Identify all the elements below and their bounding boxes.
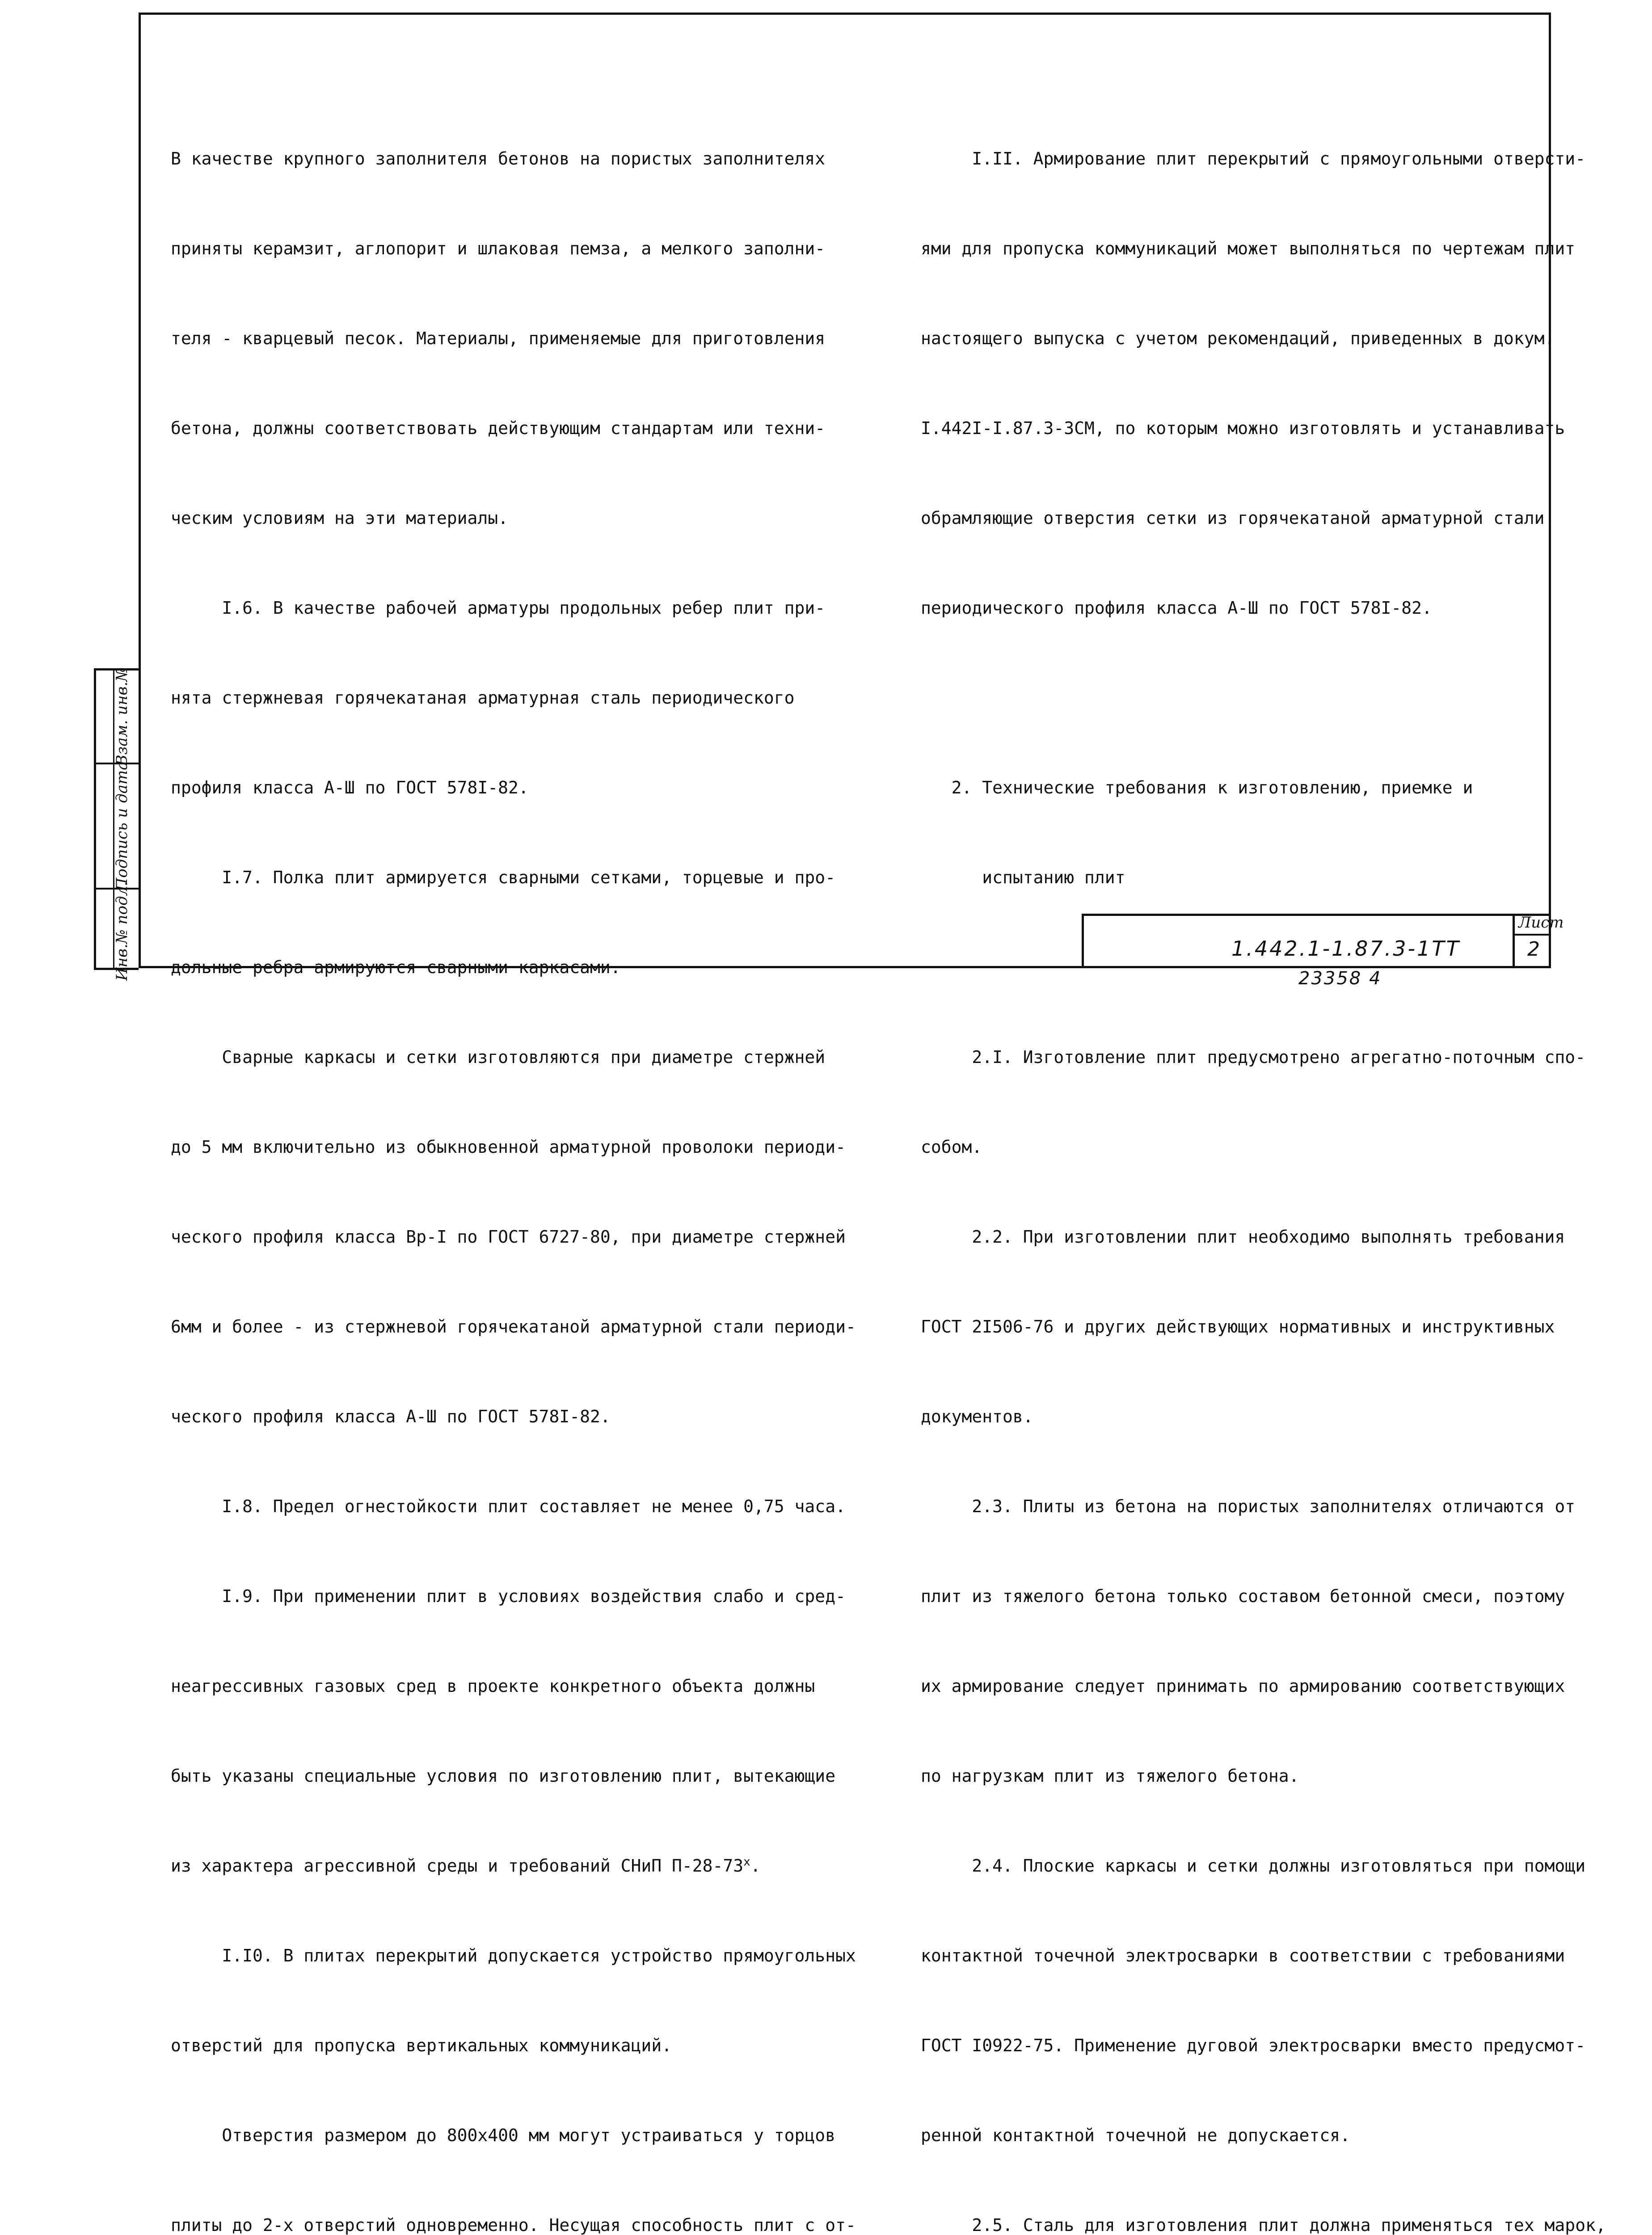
text-line: I.6. В качестве рабочей арматуры продольных ребер плит при- — [171, 598, 826, 618]
text-line: ГОСТ I0922-75. Применение дуговой электросварки вместо предусмот- — [921, 2036, 1586, 2055]
text-line: I.I0. В плитах перекрытий допускается устройство прямоугольных — [171, 1946, 856, 1965]
text-line: Отверстия размером до 800х400 мм могут устраиваться у торцов — [171, 2125, 836, 2145]
text-line: приняты керамзит, аглопорит и шлаковая пемза, а мелкого заполни- — [171, 239, 826, 258]
section-heading: 2. Технические требования к изготовлению, приемке и — [921, 778, 1473, 797]
text-line: документов. — [921, 1407, 1033, 1426]
text-line: 2.4. Плоские каркасы и сетки должны изготовляться при помощи — [921, 1856, 1586, 1876]
text-line: собом. — [921, 1137, 982, 1157]
text-line: В качестве крупного заполнителя бетонов на пористых заполнителях — [171, 149, 826, 169]
text-line: быть указаны специальные условия по изготовлению плит, вытекающие — [171, 1766, 836, 1786]
text-line: 2.I. Изготовление плит предусмотрено агрегатно-поточным спо- — [921, 1047, 1586, 1067]
sheet-rule — [1515, 934, 1551, 936]
strip-label-sign: Подпись и дата — [113, 761, 131, 891]
strip-cell-orig — [96, 881, 139, 981]
text-line: периодического профиля класса А-Ш по ГОСТ 578I-82. — [921, 598, 1432, 618]
text-line: 2.5. Сталь для изготовления плит должна применяться тех марок, — [921, 2215, 1606, 2235]
text-line: обрамляющие отверстия сетки из горячекатаной арматурной стали — [921, 508, 1545, 528]
text-line-snip — [171, 1851, 805, 1881]
snip-superscript: х — [743, 1855, 750, 1869]
text-line: ческого профиля класса А-Ш по ГОСТ 578I-82. — [171, 1407, 611, 1426]
strip-label-inv: Взам. инв.№ — [113, 667, 131, 766]
text-line: ями для пропуска коммуникаций может выполняться по чертежам плит — [921, 239, 1576, 258]
text-line: профиля класса А-Ш по ГОСТ 578I-82. — [171, 778, 529, 797]
snip-text: из характера агрессивной среды и требований СНиП П-28-73 — [171, 1856, 744, 1876]
text-line: I.II. Армирование плит перекрытий с прямоугольными отверсти- — [921, 149, 1586, 169]
text-line: теля - кварцевый песок. Материалы, применяемые для приготовления — [171, 329, 826, 348]
text-line: их армирование следует принимать по армированию соответствующих — [921, 1676, 1565, 1696]
side-stamp-strip — [94, 667, 139, 981]
text-line: отверстий для пропуска вертикальных коммуникаций. — [171, 2036, 672, 2055]
sheet-number: 2 — [1527, 938, 1540, 961]
text-line: Сварные каркасы и сетки изготовляются при диаметре стержней — [171, 1047, 826, 1067]
text-line: до 5 мм включительно из обыкновенной арматурной проволоки периоди- — [171, 1137, 846, 1157]
text-line: I.8. Предел огнестойкости плит составляет не менее 0,75 часа. — [171, 1497, 846, 1516]
text-line: плиты до 2-х отверстий одновременно. Несущая способность плит с от- — [171, 2215, 856, 2235]
strip-label-orig: Инв.№ подл. — [113, 881, 131, 981]
text-line: дольные ребра армируются сварными каркасами. — [171, 957, 621, 977]
text-line: контактной точечной электросварки в соответствии с требованиями — [921, 1946, 1565, 1965]
left-text-column — [171, 84, 856, 2235]
text-line: плит из тяжелого бетона только составом бетонной смеси, поэтому — [921, 1586, 1565, 1606]
text-line: ренной контактной точечной не допускается. — [921, 2125, 1350, 2145]
text-line: неагрессивных газовых сред в проекте конкретного объекта должны — [171, 1676, 815, 1696]
strip-cell-inv — [96, 667, 139, 766]
archive-stamp: 23358 4 — [1298, 968, 1382, 989]
snip-suffix: . — [750, 1856, 761, 1876]
strip-cell-sign — [96, 761, 139, 891]
text-line: ческим условиям на эти материалы. — [171, 508, 508, 528]
text-line: ГОСТ 2I506-76 и других действующих нормативных и инструктивных — [921, 1317, 1555, 1337]
sheet-box — [1513, 914, 1564, 968]
blank-line — [921, 683, 1529, 713]
text-line: ческого профиля класса Вр-I по ГОСТ 6727-80, при диаметре стержней — [171, 1227, 846, 1247]
section-heading-cont: испытанию плит — [921, 868, 1125, 887]
text-line: I.7. Полка плит армируется сварными сетками, торцевые и про- — [171, 868, 836, 887]
text-line: нята стержневая горячекатаная арматурная сталь периодического — [171, 688, 795, 708]
document-code: 1.442.1-1.87.3-1ТТ — [1231, 936, 1461, 961]
title-block — [1082, 914, 1564, 968]
text-line: по нагрузкам плит из тяжелого бетона. — [921, 1766, 1299, 1786]
text-line: 6мм и более - из стержневой горячекатаной арматурной стали периоди- — [171, 1317, 856, 1337]
text-line: I.442I-I.87.3-3СМ, по которым можно изготовлять и устанавливать — [921, 418, 1565, 438]
text-line: 2.3. Плиты из бетона на пористых заполнителях отличаются от — [921, 1497, 1576, 1516]
sheet-label: Лист — [1518, 914, 1564, 932]
text-line: настоящего выпуска с учетом рекомендаций, приведенных в докум. — [921, 329, 1555, 348]
text-line: I.9. При применении плит в условиях воздействия слабо и сред- — [171, 1586, 846, 1606]
text-line: бетона, должны соответствовать действующим стандартам или техни- — [171, 418, 826, 438]
text-line: 2.2. При изготовлении плит необходимо выполнять требования — [921, 1227, 1565, 1247]
